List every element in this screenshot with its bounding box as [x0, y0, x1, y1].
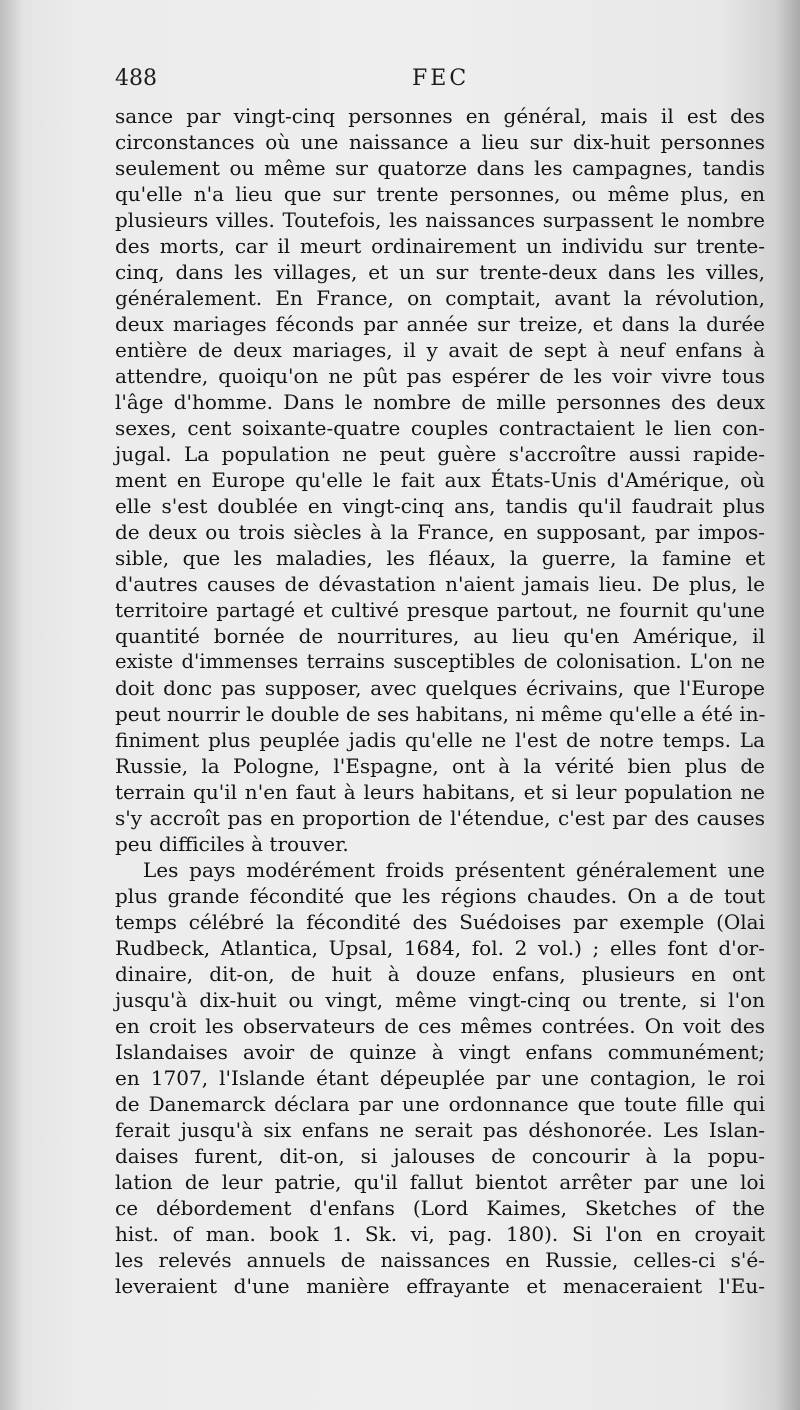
text-line: Rudbeck, Atlantica, Upsal, 1684, fol. 2 vol.) ; elles font d'or-	[115, 936, 765, 960]
text-line: temps célébré la fécondité des Suédoises par exemple (Olai	[115, 910, 765, 934]
text-line: cinq, dans les villages, et un sur trente-deux dans les villes,	[115, 260, 765, 284]
body-text	[115, 103, 765, 1299]
text-line: jusqu'à dix-huit ou vingt, même vingt-cinq ou trente, si l'on	[115, 988, 765, 1012]
text-line: Russie, la Pologne, l'Espagne, ont à la vérité bien plus de	[115, 754, 765, 778]
running-head: FEC	[412, 66, 470, 91]
text-line: peut nourrir le double de ses habitans, ni même qu'elle a été in-	[115, 702, 766, 726]
text-line: territoire partagé et cultivé presque partout, ne fournit qu'une	[115, 598, 765, 622]
text-line: doit donc pas supposer, avec quelques écrivains, que l'Europe	[115, 676, 765, 700]
text-line: daises furent, dit-on, si jalouses de concourir à la popu-	[115, 1144, 765, 1168]
text-line: généralement. En France, on comptait, avant la révolution,	[115, 286, 765, 310]
text-line: lation de leur patrie, qu'il fallut bientot arrêter par une loi	[115, 1170, 765, 1194]
page-number: 488	[115, 66, 157, 91]
text-line: l'âge d'homme. Dans le nombre de mille personnes des deux	[115, 390, 765, 414]
text-line: d'autres causes de dévastation n'aient jamais lieu. De plus, le	[115, 572, 765, 596]
text-line: deux mariages féconds par année sur treize, et dans la durée	[115, 312, 765, 336]
text-line: sible, que les maladies, les fléaux, la guerre, la famine et	[115, 546, 765, 570]
text-line: Islandaises avoir de quinze à vingt enfans communément;	[115, 1040, 765, 1064]
text-line: seulement ou même sur quatorze dans les campagnes, tandis	[115, 156, 765, 180]
text-line: en 1707, l'Islande étant dépeuplée par une contagion, le roi	[115, 1066, 765, 1090]
text-line: s'y accroît pas en proportion de l'étendue, c'est par des causes	[115, 806, 765, 830]
paragraph-start-line: Les pays modérément froids présentent généralement une	[143, 858, 765, 882]
text-line: de Danemarck déclara par une ordonnance que toute fille qui	[115, 1092, 765, 1116]
text-line: des morts, car il meurt ordinairement un individu sur trente-	[115, 234, 765, 258]
paragraph-end-line: peu difficiles à trouver.	[115, 832, 349, 856]
text-line: ment en Europe qu'elle le fait aux États-Unis d'Amérique, où	[115, 468, 765, 492]
text-line: plusieurs villes. Toutefois, les naissances surpassent le nombre	[115, 208, 765, 232]
text-line: entière de deux mariages, il y avait de sept à neuf enfans à	[115, 338, 765, 362]
text-line: attendre, quoiqu'on ne pût pas espérer de les voir vivre tous	[115, 364, 765, 388]
text-line: qu'elle n'a lieu que sur trente personnes, ou même plus, en	[115, 182, 765, 206]
text-line: elle s'est doublée en vingt-cinq ans, tandis qu'il faudrait plus	[115, 494, 765, 518]
text-line: les relevés annuels de naissances en Russie, celles-ci s'é-	[115, 1248, 765, 1272]
text-line: existe d'immenses terrains susceptibles de colonisation. L'on ne	[115, 650, 765, 673]
page-header	[115, 66, 765, 96]
text-line: plus grande fécondité que les régions chaudes. On a de tout	[115, 884, 765, 908]
text-line: jugal. La population ne peut guère s'accroître aussi rapide-	[115, 442, 765, 466]
text-line: finiment plus peuplée jadis qu'elle ne l'est de notre temps. La	[115, 728, 765, 752]
text-line: circonstances où une naissance a lieu sur dix-huit personnes	[115, 130, 765, 154]
text-line: en croit les observateurs de ces mêmes contrées. On voit des	[115, 1014, 765, 1038]
text-line: ferait jusqu'à six enfans ne serait pas déshonorée. Les Islan-	[115, 1118, 765, 1142]
text-line: hist. of man. book 1. Sk. vi, pag. 180). Si l'on en croyait	[115, 1222, 765, 1246]
text-line: terrain qu'il n'en faut à leurs habitans, et si leur population ne	[115, 780, 765, 804]
text-line: sexes, cent soixante-quatre couples contractaient le lien con-	[115, 416, 765, 440]
text-line: quantité bornée de nourritures, au lieu qu'en Amérique, il	[115, 624, 765, 648]
text-line: de deux ou trois siècles à la France, en supposant, par impos-	[115, 520, 765, 544]
text-line: sance par vingt-cinq personnes en général, mais il est des	[115, 104, 765, 128]
text-line: ce débordement d'enfans (Lord Kaimes, Sketches of the	[115, 1196, 765, 1220]
text-line: leveraient d'une manière effrayante et menaceraient l'Eu-	[115, 1274, 765, 1298]
text-line: dinaire, dit-on, de huit à douze enfans, plusieurs en ont	[115, 962, 765, 986]
